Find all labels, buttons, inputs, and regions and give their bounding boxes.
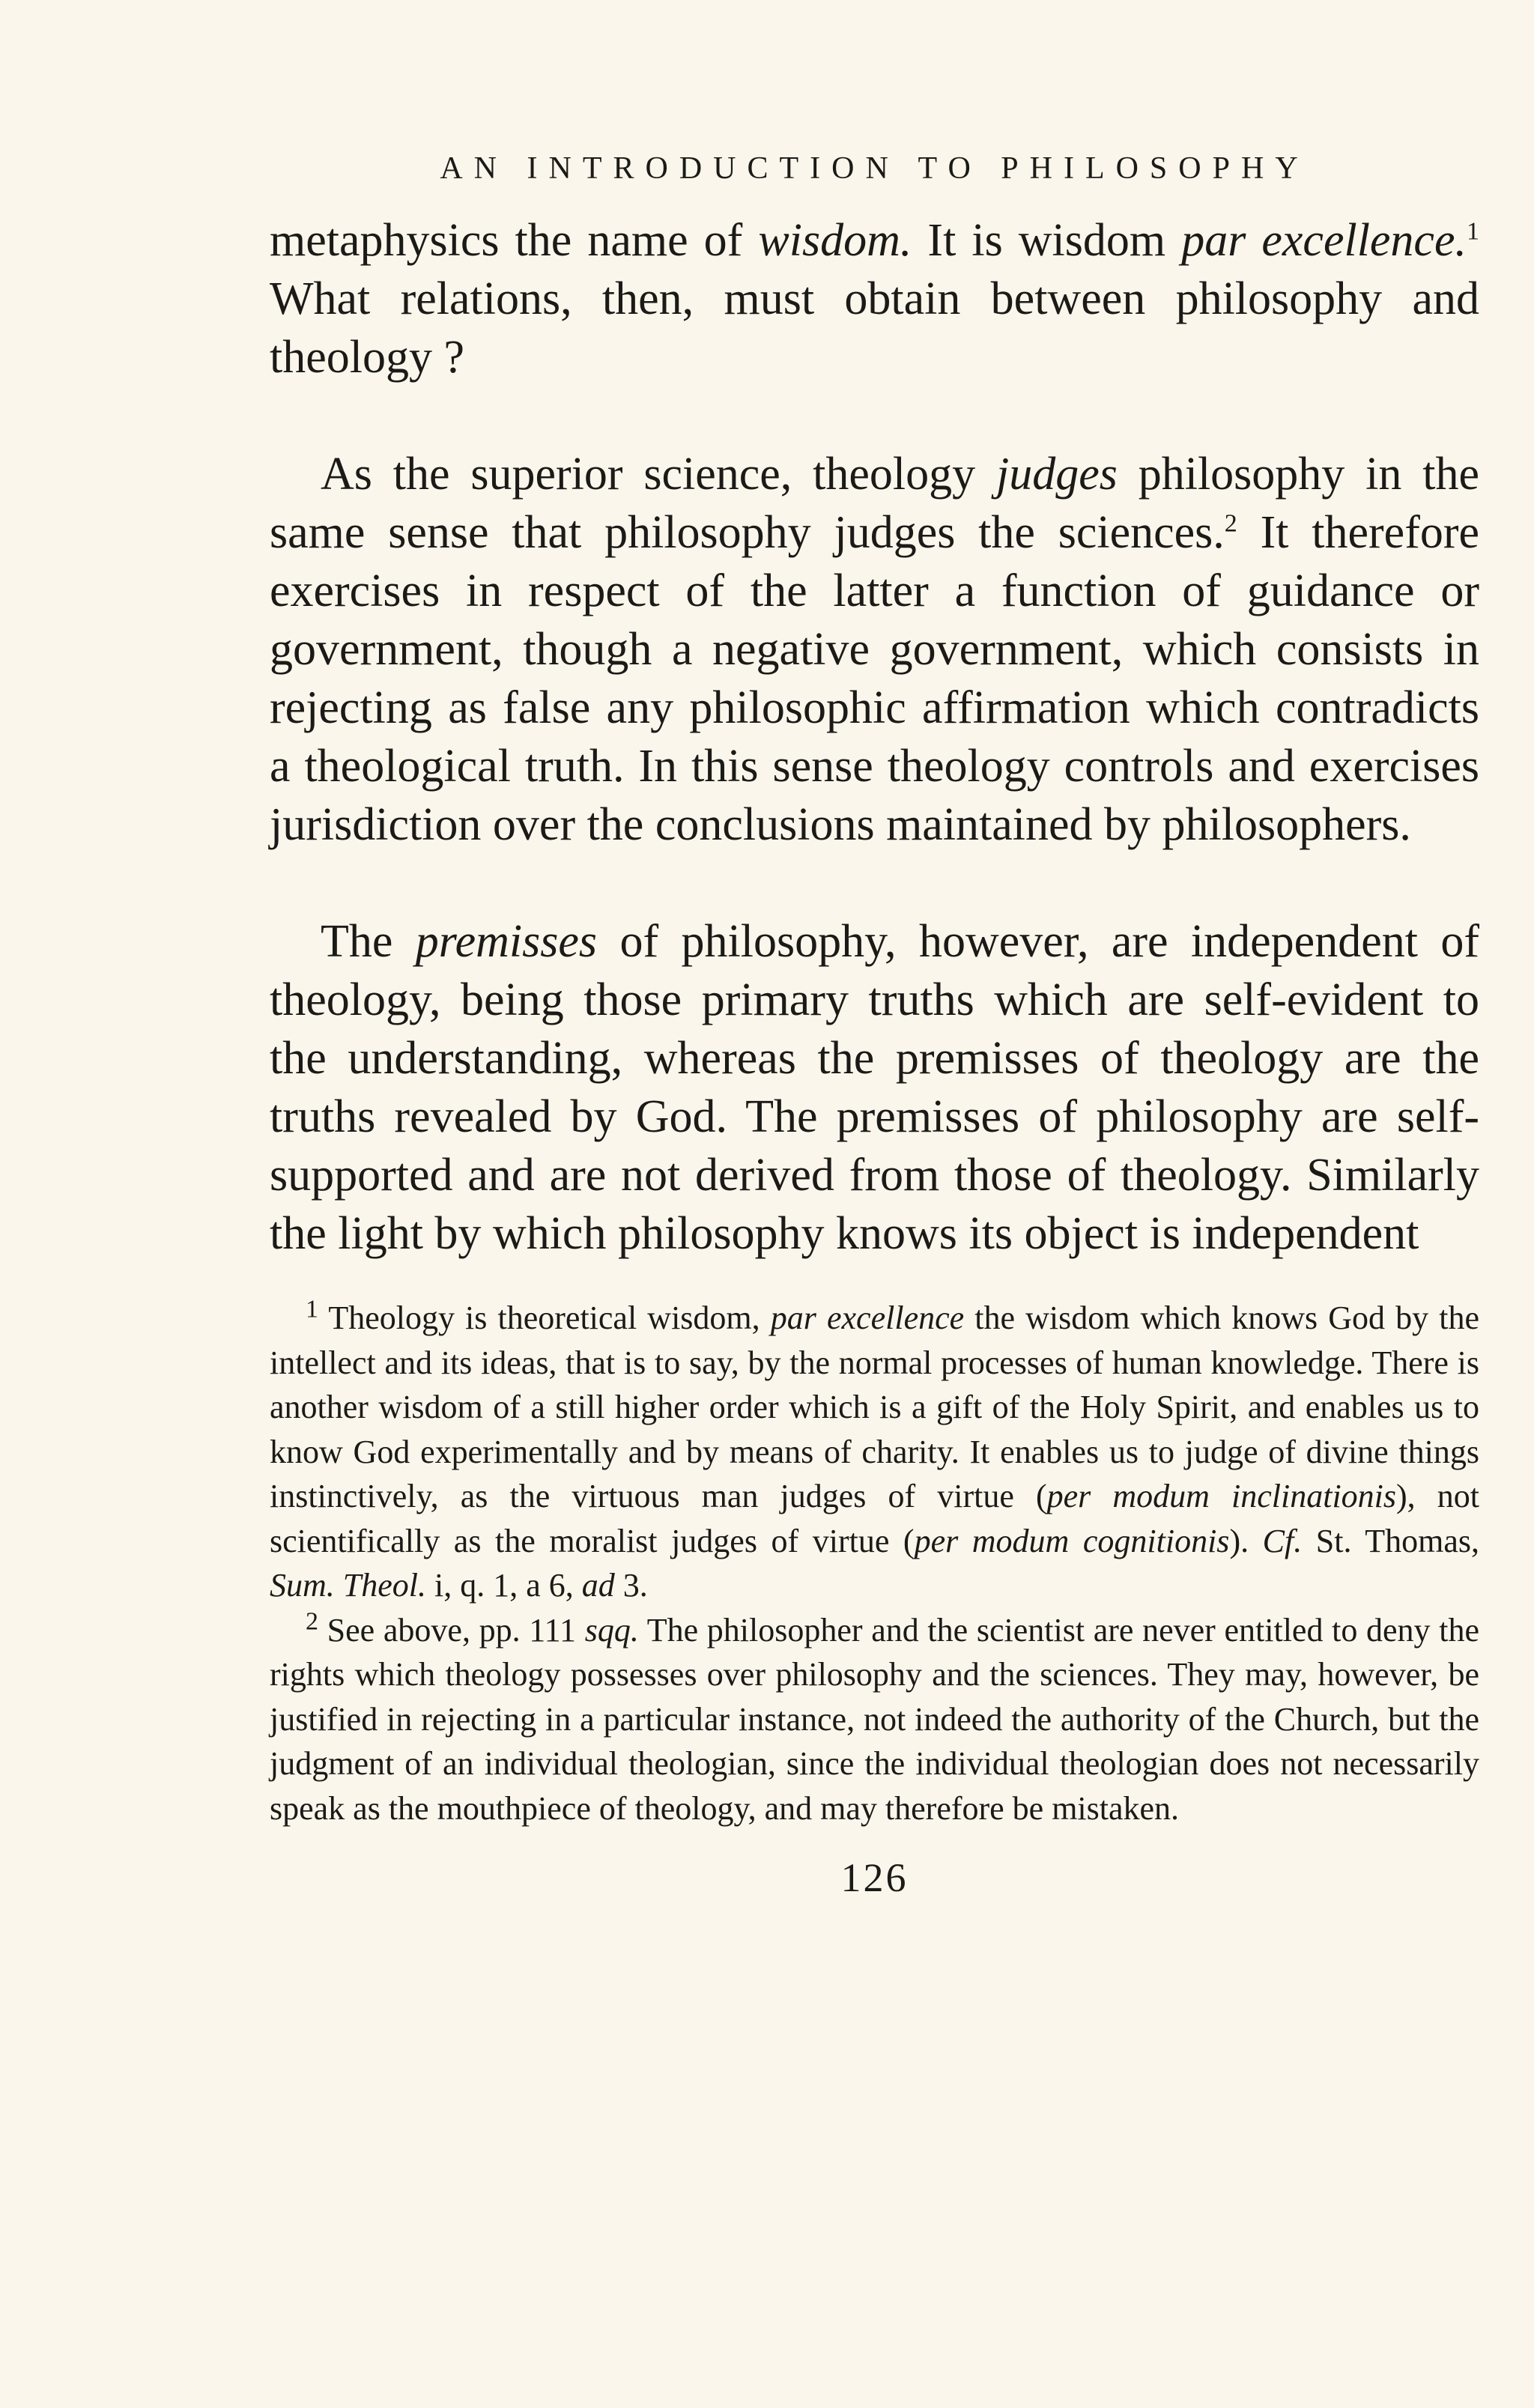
paragraph-gap	[270, 386, 1479, 445]
text-run: 3.	[614, 1567, 648, 1604]
page-number: 126	[840, 1855, 909, 1900]
italic-run: ad	[581, 1567, 615, 1604]
text-run: i, q. 1, a 6,	[426, 1567, 582, 1604]
italic-par-excellence: par excellence.	[1181, 215, 1467, 266]
italic-word-wisdom: wisdom.	[758, 215, 912, 266]
text-run: ).	[1229, 1522, 1263, 1559]
text-run: the wisdom which knows God by the intellect and its ideas, that is to say, by the normal processes of human knowledge. There is another wisdom of a still higher order which is a gift of the Holy Spirit, and enables us to know God experimentally and by means of charity. It enables us to judge of divine things instinctively, as the virtuous man judges of virtue (	[270, 1299, 1479, 1514]
text-run: See above, pp. 111	[318, 1611, 585, 1649]
text-run: philosophy in the same sense that philosophy judges the sciences.	[270, 449, 1479, 558]
footnote-mark: 2	[306, 1607, 318, 1635]
text-run: metaphysics the name of	[270, 215, 759, 266]
footnotes	[270, 1296, 1479, 1831]
text-run: The	[321, 916, 416, 967]
italic-judges: judges	[996, 449, 1118, 500]
footnote-1	[270, 1296, 1479, 1608]
text-run: ), not scientifically as the moralist judges of virtue (	[270, 1478, 1479, 1559]
paragraph-premisses	[270, 912, 1479, 1263]
italic-premisses: premisses	[415, 916, 598, 967]
paragraph-gap	[270, 854, 1479, 912]
text-run: The philosopher and the scientist are never entitled to deny the rights which theology possesses over philosophy and the sciences. They may, however, be justified in rejecting in a particular instance, not indeed the authority of the Church, but the judgment of an individual theologian, since the individual theologian does not necessarily speak as the mouthpiece of theology, and may therefore be mistaken.	[270, 1611, 1479, 1827]
text-run: It therefore exercises in respect of the latter a function of guidance or government, though a negative government, which consists in rejecting as false any philosophic affirmation which contradicts a theological truth. In this sense theology controls and exercises jurisdiction over the conclusions maintained by philosophers.	[270, 507, 1479, 850]
running-head: AN INTRODUCTION TO PHILOSOPHY	[440, 151, 1309, 186]
text-run: St. Thomas,	[1302, 1522, 1480, 1559]
footnote-ref-2: 2	[1224, 509, 1237, 538]
book-page	[270, 142, 1479, 2374]
text-run: What relations, then, must obtain between philosophy and theology ?	[270, 273, 1479, 383]
text-run: Theology is theoretical wisdom,	[318, 1299, 771, 1336]
italic-run: Sum. Theol.	[270, 1567, 426, 1604]
footnote-mark: 1	[306, 1295, 318, 1323]
main-text	[270, 211, 1479, 1263]
footnote-2	[270, 1608, 1479, 1831]
paragraph-theology-judges	[270, 445, 1479, 854]
text-run: As the superior science, theology	[321, 449, 996, 500]
italic-run: par excellence	[770, 1299, 965, 1336]
italic-run: per modum inclinationis	[1046, 1478, 1397, 1514]
italic-run: per modum cognitionis	[914, 1522, 1230, 1559]
italic-run: Cf.	[1262, 1522, 1303, 1559]
text-run: of philosophy, however, are independent of theology, being those primary truths which are self-evident to the understanding, whereas the premisses of theology are the truths revealed by God. The premisses of philosophy are self-supported and are not derived from those of theology. Similarly the light by which philosophy knows its object is independent	[270, 916, 1479, 1259]
paragraph-continuation	[270, 211, 1479, 386]
italic-run: sqq.	[584, 1611, 639, 1649]
footnote-ref-1: 1	[1466, 217, 1479, 246]
text-run: It is wisdom	[912, 215, 1182, 266]
